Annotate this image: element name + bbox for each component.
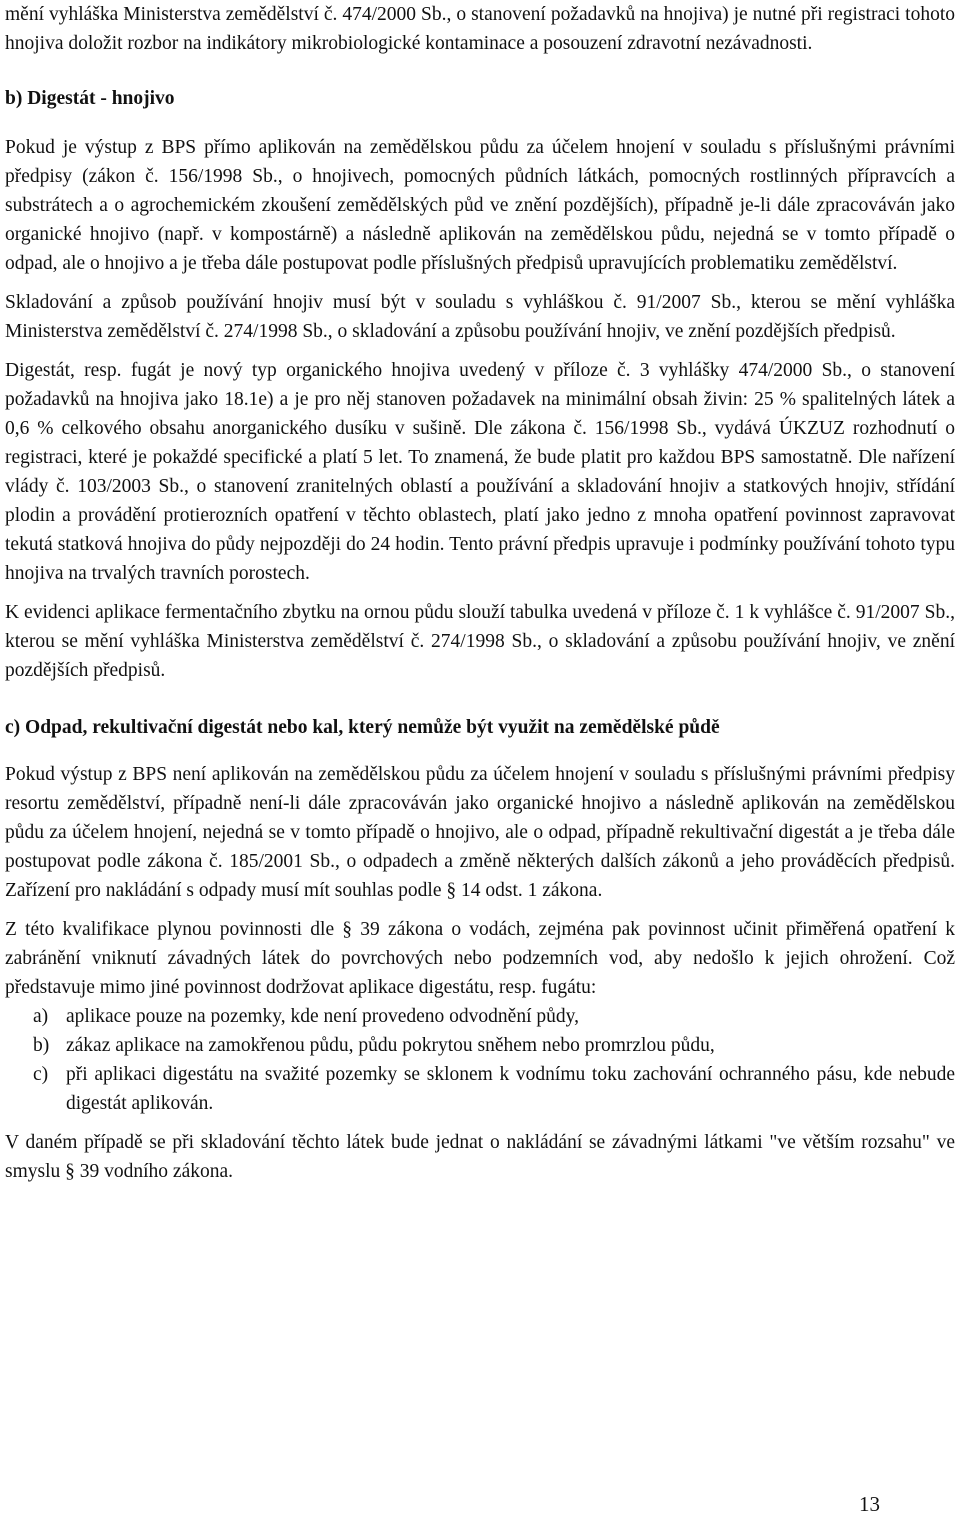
list-item-marker: c) (33, 1064, 49, 1085)
list-item (5, 1060, 955, 1118)
section-c-paragraph-1: Pokud výstup z BPS není aplikován na zemědělskou půdu za účelem hnojení v souladu s příslušnými právními předpisy resortu zemědělství, případně není-li dále zpracováván jako organické hnojivo a následně aplikován na zemědělskou půdu za účelem hnojení, nejedná se v tomto případě o hnojivo, ale o odpad, případně rekultivační digestát a je třeba dále postupovat podle zákona č. 185/2001 Sb., o odpadech a změně některých dalších zákonů a jeho prováděcích předpisů. Zařízení pro nakládání s odpady musí mít souhlas podle § 14 odst. 1 zákona. (5, 764, 955, 901)
section-b-paragraph-4: K evidenci aplikace fermentačního zbytku na ornou půdu slouží tabulka uvedená v příloze č. 1 k vyhlášce č. 91/2007 Sb., kterou se mění vyhláška Ministerstva zemědělství č. 274/1998 Sb., o skladování a způsobu používání hnojiv, ve znění pozdějších předpisů. (5, 602, 955, 681)
section-c-heading: c) Odpad, rekultivační digestát nebo kal, který nemůže být využit na zemědělské půdě (5, 717, 720, 738)
list-item (5, 1002, 955, 1031)
section-b-paragraph-2: Skladování a způsob používání hnojiv musí být v souladu s vyhláškou č. 91/2007 Sb., kterou se mění vyhláška Ministerstva zemědělství č. 274/1998 Sb., o skladování a způsobu používání hnojiv, ve znění pozdějších předpisů. (5, 292, 955, 342)
list-item-marker: b) (33, 1035, 50, 1056)
list-item-marker: a) (33, 1006, 49, 1027)
list-item-text: zákaz aplikace na zamokřenou půdu, půdu pokrytou sněhem nebo promrzlou půdu, (66, 1035, 715, 1056)
section-b-heading: b) Digestát - hnojivo (5, 88, 175, 109)
document-page (5, 0, 955, 1186)
list-item-text: aplikace pouze na pozemky, kde není provedeno odvodnění půdy, (66, 1006, 579, 1027)
obligations-list (5, 1002, 955, 1118)
list-item (5, 1031, 955, 1060)
section-c-paragraph-2: Z této kvalifikace plynou povinnosti dle § 39 zákona o vodách, zejména pak povinnost učinit přiměřená opatření k zabránění vniknutí závadných látek do povrchových nebo podzemních vod, aby nedošlo k jejich ohrožení. Což představuje mimo jiné povinnost dodržovat aplikace digestátu, resp. fugátu: (5, 919, 955, 998)
section-b-paragraph-1: Pokud je výstup z BPS přímo aplikován na zemědělskou půdu za účelem hnojení v souladu s příslušnými právními předpisy (zákon č. 156/1998 Sb., o hnojivech, pomocných půdních látkách, pomocných rostlinných přípravcích a substrátech a o agrochemickém zkoušení zemědělských půd ve znění pozdějších), případně je-li dále zpracováván jako organické hnojivo (např. v kompostárně) a následně aplikován na zemědělskou půdu, nejedná se v tomto případě o odpad, ale o hnojivo a je třeba dále postupovat podle příslušných předpisů upravujících problematiku zemědělství. (5, 137, 955, 274)
closing-paragraph: V daném případě se při skladování těchto látek bude jednat o nakládání se závadnými látkami "ve větším rozsahu" ve smyslu § 39 vodního zákona. (5, 1132, 955, 1182)
section-b-paragraph-3: Digestát, resp. fugát je nový typ organického hnojiva uvedený v příloze č. 3 vyhlášky 474/2000 Sb., o stanovení požadavků na hnojiva jako 18.1e) a je pro něj stanoven požadavek na minimální obsah živin: 25 % spalitelných látek a 0,6 % celkového obsahu anorganického dusíku v sušině. Dle zákona č. 156/1998 Sb., vydává ÚKZUZ rozhodnutí o registraci, které je pokaždé specifické a platí 5 let. To znamená, že bude platit pro každou BPS samostatně. Dle nařízení vlády č. 103/2003 Sb., o stanovení zranitelných oblastí a používání a skladování hnojiv a statkových hnojiv, střídání plodin a provádění protierozních opatření v těchto oblastech, platí jako jedno z mnoha opatření povinnost zapravovat tekutá statková hnojiva do půdy nejpozději do 24 hodin. Tento právní předpis upravuje i podmínky používání tohoto typu hnojiva na trvalých travních porostech. (5, 360, 955, 584)
list-item-text: při aplikaci digestátu na svažité pozemky se sklonem k vodnímu toku zachování ochranného pásu, kde nebude digestát aplikován. (66, 1064, 955, 1114)
intro-paragraph: mění vyhláška Ministerstva zemědělství č. 474/2000 Sb., o stanovení požadavků na hnojiva) je nutné při registraci tohoto hnojiva doložit rozbor na indikátory mikrobiologické kontaminace a posouzení zdravotní nezávadnosti. (5, 4, 955, 54)
page-number: 13 (859, 1492, 880, 1516)
